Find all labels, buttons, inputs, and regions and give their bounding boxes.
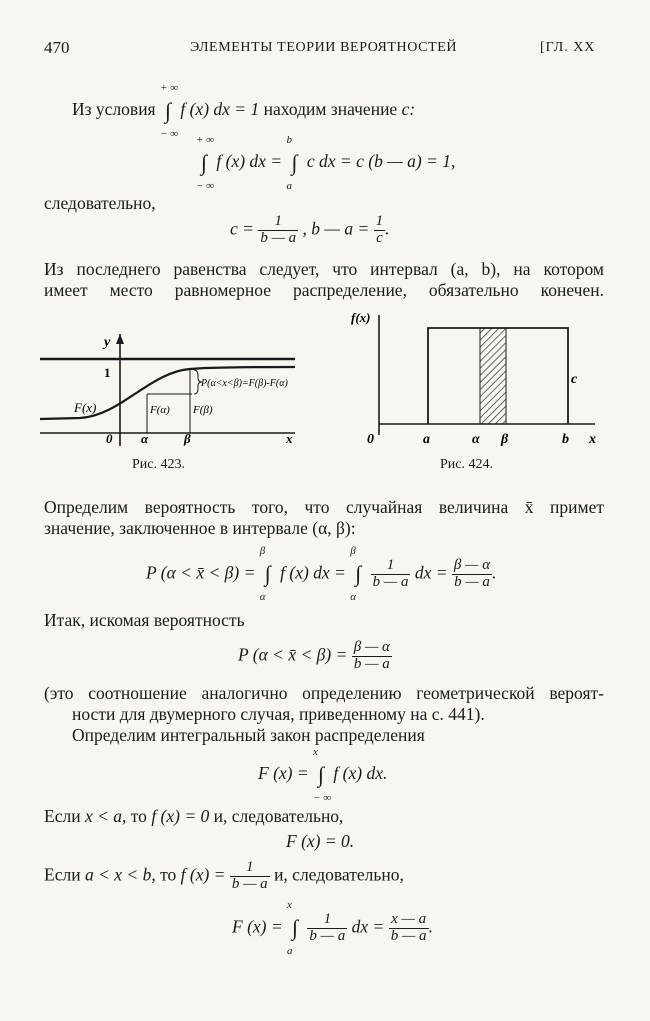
paragraph-interval-line2: имеет место равномерное распределение, обязательно конечен. bbox=[44, 280, 604, 300]
consequently-text: следовательно, bbox=[44, 193, 156, 213]
fig423-Falpha-label: F(α) bbox=[150, 404, 170, 416]
paragraph-probability-line2: значение, заключенное в интервале (α, β): bbox=[44, 518, 356, 538]
fig424-alpha: α bbox=[472, 432, 480, 447]
paragraph-probability-line1: Определим вероятность того, что случайная величина x̄ примет bbox=[44, 497, 604, 517]
fig424-a: a bbox=[423, 432, 430, 447]
paragraph-integral-law: Определим интегральный закон распределения bbox=[72, 725, 425, 745]
fig423-origin: 0 bbox=[106, 431, 113, 446]
fig424-b: b bbox=[562, 432, 569, 447]
fig423-x-label: x bbox=[286, 431, 293, 446]
fig423-y-label: y bbox=[104, 335, 111, 350]
paragraph-analogy-line2: ности для двумерного случая, приведенному на с. 441). bbox=[72, 704, 485, 724]
thus-text: Итак, искомая вероятность bbox=[44, 610, 245, 630]
figure-424-caption: Рис. 424. bbox=[440, 457, 493, 472]
fig423-F-label: F(x) bbox=[74, 400, 97, 415]
condition-line: Из условия ∫ + ∞ − ∞ f (x) dx = 1 находим значение c: bbox=[72, 82, 416, 140]
page-number: 470 bbox=[44, 38, 70, 57]
shaded-interval bbox=[480, 328, 506, 424]
fig423-Fbeta-label: F(β) bbox=[193, 404, 213, 416]
case-x-less-a-result: F (x) = 0. bbox=[286, 831, 355, 851]
equation-probability-integral: P (α < x̄ < β) = ∫ β α f (x) dx = ∫ β α $\frac{1}{b — a}$ dx = $\frac{\beta — \alpha}{b — a}$ . bbox=[146, 545, 497, 604]
fig424-x-label: x bbox=[589, 432, 596, 447]
fig423-one-label: 1 bbox=[104, 365, 111, 380]
running-title: ЭЛЕМЕНТЫ ТЕОРИИ ВЕРОЯТНОСТЕЙ bbox=[190, 40, 458, 55]
equation-probability-result: P (α < x̄ < β) = $\frac{\beta — \alpha}{b — a}$ bbox=[238, 639, 390, 672]
fig424-c-label: c bbox=[571, 372, 578, 387]
figure-423-cdf bbox=[40, 312, 310, 452]
fig424-beta: β bbox=[501, 432, 509, 447]
equation-cdf-definition: F (x) = ∫ x − ∞ f (x) dx. bbox=[258, 746, 388, 804]
figure-424-uniform-density bbox=[345, 305, 610, 455]
equation-cdf-between: F (x) = ∫ x a $\frac{1}{b — a}$ dx = $\frac{x — a}{b — a}$ . bbox=[232, 899, 433, 958]
equation-normalization: ∫ + ∞ − ∞ f (x) dx = ∫ b a c dx = c (b — a) = 1, bbox=[196, 134, 456, 192]
paragraph-interval-line1: Из последнего равенства следует, что интервал (a, b), на котором bbox=[44, 259, 604, 279]
fig424-origin: 0 bbox=[367, 432, 374, 447]
integral-sign: ∫ + ∞ − ∞ bbox=[159, 82, 178, 140]
equation-c: c = $\frac{1}{b — a}$ , b — a = $\frac{1}{c}$ . bbox=[230, 213, 390, 246]
fig423-alpha: α bbox=[141, 431, 149, 446]
chapter-label: [ГЛ. XX bbox=[540, 40, 596, 55]
fig423-beta: β bbox=[184, 431, 191, 446]
fig423-prob-label: P(α<x<β)=F(β)-F(α) bbox=[201, 378, 288, 389]
y-axis-arrow bbox=[116, 334, 124, 344]
fig424-y-label: f(x) bbox=[351, 310, 371, 325]
figure-423-caption: Рис. 423. bbox=[132, 457, 185, 472]
case-x-less-a: Если x < a, то f (x) = 0 и, следовательно, bbox=[44, 806, 344, 826]
case-x-between: Если a < x < b, то f (x) = $\frac{1}{b — a}$ и, следовательно, bbox=[44, 859, 404, 892]
paragraph-analogy-line1: (это соотношение аналогично определению геометрической вероят- bbox=[44, 683, 604, 703]
